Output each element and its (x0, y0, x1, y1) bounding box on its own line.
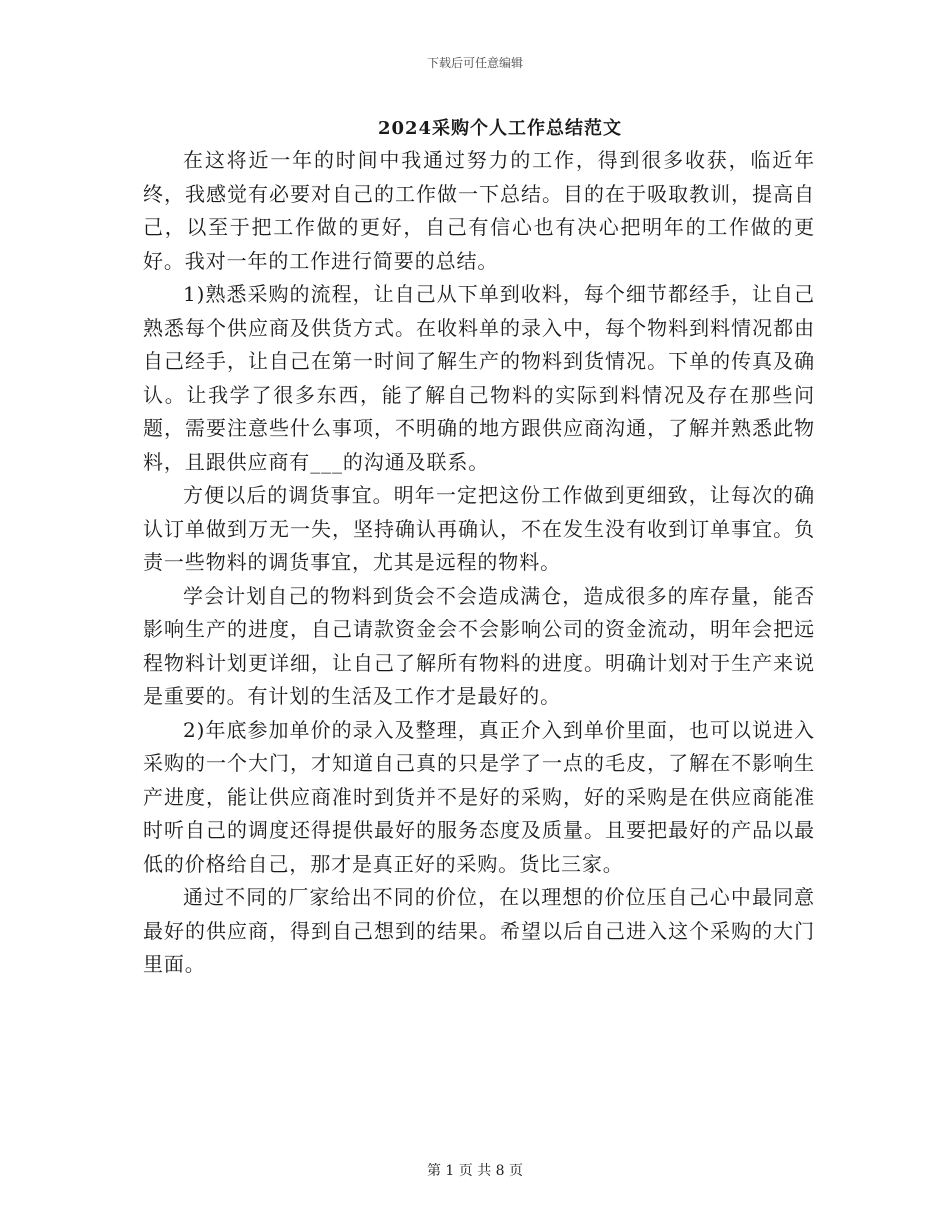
document-title: 2024采购个人工作总结范文 (377, 118, 623, 139)
paragraph-transfer-matters: 方便以后的调货事宜。明年一定把这份工作做到更细致，让每次的确认订单做到万无一失，坚持确认再确认，不在发生没有收到订单事宜。负责一些物料的调货事宜，尤其是远程的物料。 (143, 483, 815, 574)
page-header: 下载后可任意编辑 (426, 56, 523, 70)
paragraph-unit-price: 2)年底参加单价的录入及整理，真正介入到单价里面，也可以说进入采购的一个大门，才知道自己真的只是学了一点的毛皮，了解在不影响生产进度，能让供应商准时到货并不是好的采购，好的采购是在供应商能准时听自己的调度还得提供最好的服务态度及质量。且要把最好的产品以最低的价格给自己，那才是真正好的采购。货比三家。 (143, 717, 815, 876)
paragraph-intro: 在这将近一年的时间中我通过努力的工作，得到很多收获，临近年终，我感觉有必要对自己的工作做一下总结。目的在于吸取教训，提高自己，以至于把工作做的更好，自己有信心也有决心把明年的工作做的更好。我对一年的工作进行简要的总结。 (143, 148, 815, 273)
document-body (143, 144, 815, 982)
paragraph-conclusion: 通过不同的厂家给出不同的价位，在以理想的价位压自己心中最同意最好的供应商，得到自己想到的结果。希望以后自己进入这个采购的大门里面。 (143, 885, 815, 976)
paragraph-planning: 学会计划自己的物料到货会不会造成满仓，造成很多的库存量，能否影响生产的进度，自己请款资金会不会影响公司的资金流动，明年会把远程物料计划更详细，让自己了解所有物料的进度。明确计划对于生产来说是重要的。有计划的生活及工作才是最好的。 (143, 583, 815, 708)
page-footer: 第 1 页 共 8 页 (426, 1163, 524, 1179)
paragraph-procurement-process: 1)熟悉采购的流程，让自己从下单到收料，每个细节都经手，让自己熟悉每个供应商及供货方式。在收料单的录入中，每个物料到料情况都由自己经手，让自己在第一时间了解生产的物料到货情况。下单的传真及确认。让我学了很多东西，能了解自己物料的实际到料情况及存在那些问题，需要注意些什么事项，不明确的地方跟供应商沟通，了解并熟悉此物料，且跟供应商有___的沟通及联系。 (143, 282, 815, 474)
